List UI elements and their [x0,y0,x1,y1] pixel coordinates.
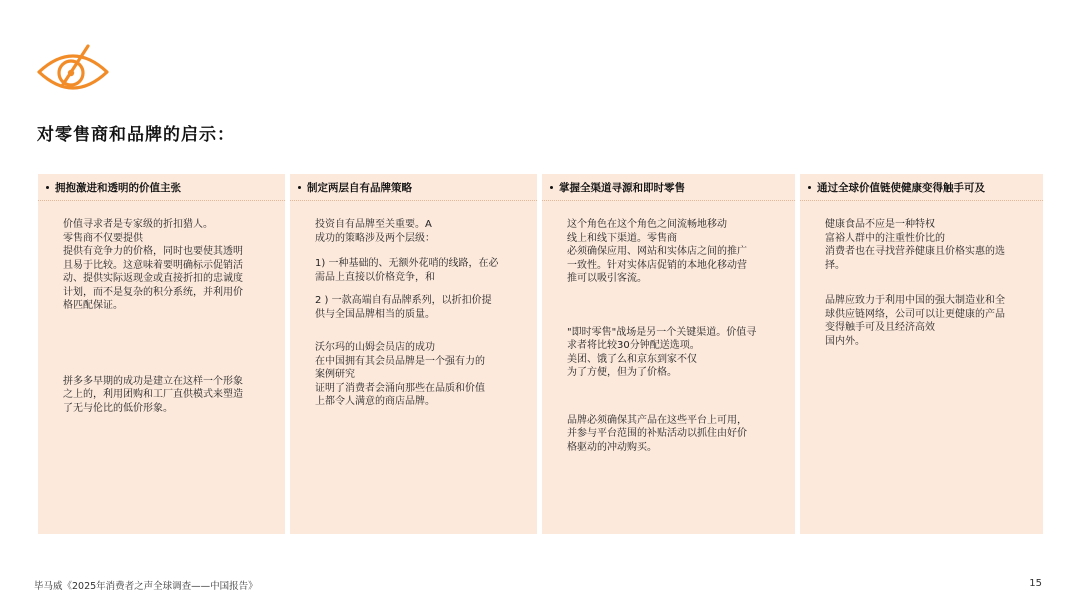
panel-paragraph: 品牌应致力于利用中国的强大制造业和全 球供应链网络，公司可以让更健康的产品 变得触手可及且经济高效 国内外。 [825,295,1005,347]
page-title: 对零售商和品牌的启示： [37,125,235,145]
page-number: 15 [1029,578,1042,589]
panel-body [825,218,1029,348]
footer-source: 毕马威《2025年消费者之声全球调查——中国报告》 [34,581,258,592]
panel-paragraph: 品牌必须确保其产品在这些平台上可用， 并参与平台范围的补贴活动以抓住由好价 格驱动的冲动购买。 [567,414,747,453]
bullet-dot-icon [46,186,49,189]
panel-paragraph: 健康食品不应是一种特权 富裕人群中的注重性价比的 消费者也在寻找营养健康且价格实惠的选 择。 [825,219,1005,271]
panel-heading-text: 通过全球价值链使健康变得触手可及 [817,182,985,194]
panel-body [315,218,523,409]
panel-divider [290,200,537,201]
insight-panel-value-proposition [38,174,285,534]
panel-paragraph: 沃尔玛的山姆会员店的成功 在中国拥有其会员品牌是一个强有力的 案例研究 证明了消费者会涌向那些在品质和价值 上都令人满意的商店品牌。 [315,342,485,407]
insight-panel-private-label [290,174,537,534]
panel-divider [800,200,1043,201]
insight-panel-healthy-value-chain [800,174,1043,534]
panel-heading-text: 掌握全渠道寻源和即时零售 [559,182,685,194]
panel-body [63,218,271,415]
panel-paragraph: "即时零售"战场是另一个关键渠道。价值寻 求者将比较30分钟配送选项。 美团、饿了么和京东到家不仅 为了方便，但为了价格。 [567,326,757,378]
panel-paragraph: 1) 一种基础的、无额外花哨的线路，在必 需品上直接以价格竞争，和 [315,258,499,283]
panel-heading [46,180,181,195]
panel-paragraph: 价值寻求者是专家级的折扣猎人。 零售商不仅要提供 提供有竞争力的价格，同时也要使其透明 且易于比较。这意味着要明确标示促销活 动、提供实际返现金或直接折扣的忠诚度 计划，而不是复杂的积分系统，并利用价 格匹配保证。 [63,219,243,311]
panel-paragraph: 这个角色在这个角色之间流畅地移动 线上和线下渠道。零售商 必须确保应用、网站和实体店之间的推广 一致性。针对实体店促销的本地化移动营 推可以吸引客流。 [567,219,747,284]
bullet-dot-icon [298,186,301,189]
insight-panel-omnichannel [542,174,795,534]
eye-coin-logo-icon [36,42,110,98]
panel-heading [298,180,412,195]
panel-paragraph: 投资自有品牌至关重要。A 成功的策略涉及两个层级： [315,219,435,244]
panel-heading [808,180,985,195]
panel-divider [542,200,795,201]
bullet-dot-icon [550,186,553,189]
panel-heading-text: 拥抱激进和透明的价值主张 [55,182,181,194]
panel-paragraph: 拼多多早期的成功是建立在这样一个形象 之上的，利用团购和工厂直供模式来塑造 了无与伦比的低价形象。 [63,375,243,414]
panel-heading [550,180,685,195]
panel-divider [38,200,285,201]
panel-paragraph: 2 ) 一款高端自有品牌系列，以折扣价提 供与全国品牌相当的质量。 [315,295,492,320]
panel-body [567,218,781,454]
panel-heading-text: 制定两层自有品牌策略 [307,182,412,194]
bullet-dot-icon [808,186,811,189]
